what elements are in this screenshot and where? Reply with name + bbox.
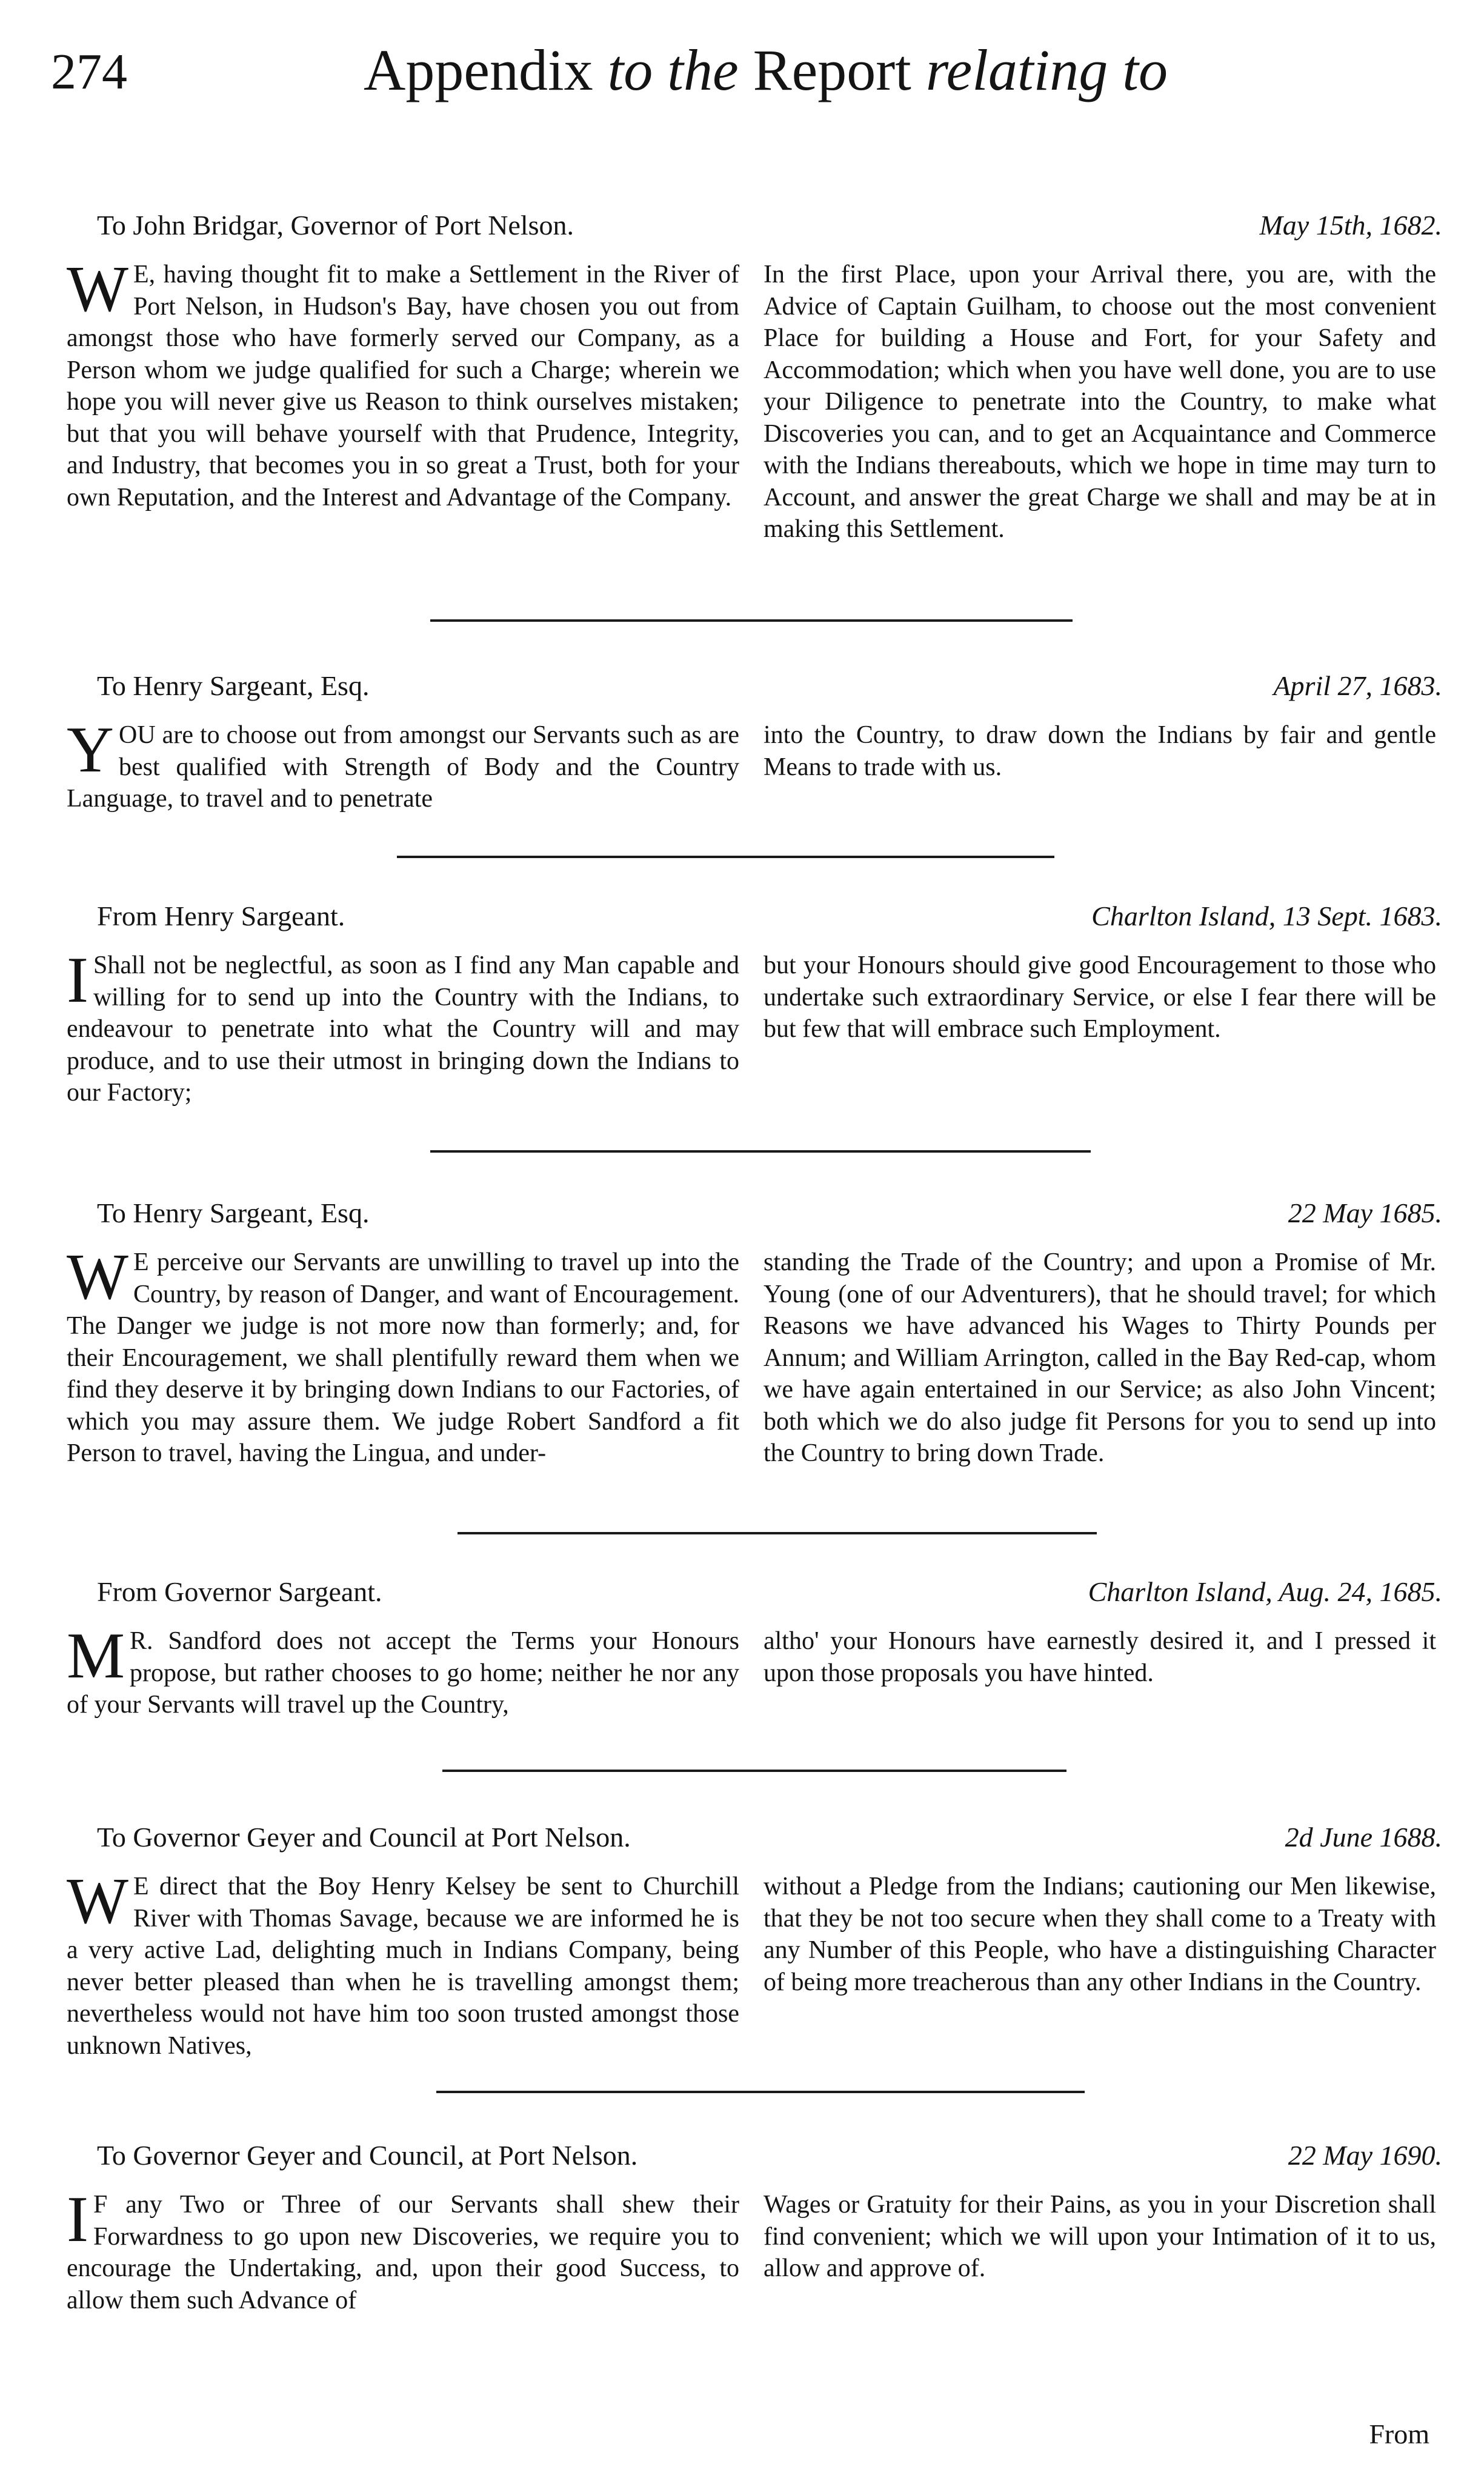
- section-divider: [430, 1150, 1091, 1153]
- letter-4: [67, 1197, 1442, 1467]
- letter-body-right-column: into the Country, to draw down the Indians by fair and gentle Means to trade with us.: [764, 721, 1436, 781]
- letter-body-left-column: [67, 1241, 739, 1470]
- letter-body-left-column: [67, 714, 739, 815]
- letter-body-right-column: but your Honours should give good Encouragement to those who undertake such extraordinary Service, or else I fear there will be but few that will embrace such Employment.: [764, 951, 1436, 1043]
- letter-addressee: To John Bridgar, Governor of Port Nelson.: [97, 210, 574, 241]
- section-divider: [436, 2091, 1085, 2093]
- drop-cap: W: [67, 1241, 128, 1313]
- letter-1: [67, 209, 1442, 543]
- page-number: 274: [51, 44, 127, 100]
- letter-date: 2d June 1688.: [1285, 1822, 1442, 1853]
- drop-cap: W: [67, 1865, 128, 1937]
- letter-body-right-column: Wages or Gratuity for their Pains, as you in your Discretion shall find convenient; which we will upon your Intimation of it to us, allow and approve of.: [764, 2191, 1436, 2282]
- letter-text-left: Shall not be neglectful, as soon as I find any Man capable and willing for to send up into the Country with the Indians, to endeavour to penetrate into what the Country will and may produce, and to use their utmost in bringing down the Indians to our Factory;: [67, 951, 739, 1107]
- letter-date: Charlton Island, 13 Sept. 1683.: [1091, 901, 1442, 931]
- letter-addressee: From Henry Sargeant.: [97, 901, 345, 931]
- letter-body-left-column: [67, 253, 739, 513]
- section-divider: [458, 1532, 1097, 1534]
- letter-body-left-column: [67, 1865, 739, 2062]
- drop-cap: I: [67, 944, 88, 1016]
- letter-text-left: E perceive our Servants are unwilling to travel up into the Country, by reason of Danger, and want of Encouragement. The Danger we judge is not more now than formerly; and, for their Encouragement, we shall plentifully reward them when we find they deserve it by bringing down Indians to our Factories, of which you may assure them. We judge Robert Sandford a fit Person to travel, having the Lingua, and under-: [67, 1248, 739, 1467]
- letter-date: Charlton Island, Aug. 24, 1685.: [1088, 1576, 1442, 1607]
- section-divider: [430, 619, 1073, 622]
- letter-text-left: E direct that the Boy Henry Kelsey be sent to Churchill River with Thomas Savage, because we are informed he is a very active Lad, delighting much in Indians Company, being never better pleased than when he is travelling amongst them; nevertheless would not have him too soon trusted amongst those unknown Natives,: [67, 1873, 739, 2060]
- letter-body-left-column: [67, 1620, 739, 1721]
- letter-date: 22 May 1690.: [1288, 2140, 1442, 2171]
- letter-text-left: F any Two or Three of our Servants shall shew their Forwardness to go upon new Discoveries, we require you to encourage the Undertaking, and, upon their good Success, to allow them such Advance of: [67, 2191, 739, 2314]
- letter-body-right-column: standing the Trade of the Country; and upon a Promise of Mr. Young (one of our Adventurers), that he should travel; for which Reasons we have advanced his Wages to Thirty Pounds per Annum; and William Arrington, called in the Bay Red-cap, whom we have again entertained in our Service; as also John Vincent; both which we do also judge fit Persons for you to send up into the Country to bring down Trade.: [764, 1248, 1436, 1467]
- letter-heading: [67, 2139, 1442, 2182]
- letter-addressee: To Governor Geyer and Council at Port Nelson.: [97, 1822, 631, 1853]
- letter-date: 22 May 1685.: [1288, 1197, 1442, 1228]
- letter-body-left-column: [67, 944, 739, 1109]
- drop-cap: I: [67, 2183, 88, 2256]
- running-head: [364, 36, 1168, 104]
- letter-7: [67, 2139, 1442, 2314]
- letter-heading: [67, 1821, 1442, 1863]
- catchword: From: [1369, 2419, 1429, 2449]
- letter-heading: [67, 1197, 1442, 1239]
- letter-5: [67, 1576, 1442, 1719]
- running-head-to-the: to the: [607, 38, 739, 102]
- letter-body-right-column: In the first Place, upon your Arrival there, you are, with the Advice of Captain Guilham, to choose out the most convenient Place for building a House and Fort, for your Safety and Accommodation; which when you have well done, you are to use your Diligence to penetrate into the Country, to make what Discoveries you can, and to get an Acquaintance and Commerce with the Indians thereabouts, which we hope in time may turn to Account, and answer the great Charge we shall and may be at in making this Settlement.: [764, 261, 1436, 543]
- letter-addressee: To Henry Sargeant, Esq.: [97, 670, 370, 701]
- letter-3: [67, 900, 1442, 1107]
- letter-body-right-column: altho' your Honours have earnestly desired it, and I pressed it upon those proposals you have hinted.: [764, 1627, 1436, 1687]
- letter-body-left-column: [67, 2183, 739, 2316]
- letter-heading: [67, 1576, 1442, 1618]
- section-divider: [442, 1770, 1066, 1772]
- letter-date: May 15th, 1682.: [1259, 210, 1442, 241]
- letter-heading: [67, 900, 1442, 942]
- letter-text-left: R. Sandford does not accept the Terms your Honours propose, but rather chooses to go home; neither he nor any of your Servants will travel up the Country,: [67, 1627, 739, 1719]
- letter-addressee: To Governor Geyer and Council, at Port Nelson.: [97, 2140, 638, 2171]
- letter-text-left: E, having thought fit to make a Settlement in the River of Port Nelson, in Hudson's Bay, have chosen you out from amongst those who have formerly served our Company, as a Person whom we judge qualified for such a Charge; wherein we hope you will never give us Reason to think ourselves mistaken; but that you will behave yourself with that Prudence, Integrity, and Industry, that becomes you in so great a Trust, both for your own Reputation, and the Interest and Advantage of the Company.: [67, 261, 739, 511]
- drop-cap: M: [67, 1620, 125, 1692]
- letter-6: [67, 1821, 1442, 2060]
- running-head-relating-to: relating to: [925, 38, 1168, 102]
- letter-body-right-column: without a Pledge from the Indians; cautioning our Men likewise, that they be not too secure when they shall come to a Treaty with any Number of this People, who have a distinguishing Character of being more treacherous than any other Indians in the Country.: [764, 1873, 1436, 1996]
- letter-heading: [67, 670, 1442, 712]
- letter-addressee: To Henry Sargeant, Esq.: [97, 1197, 370, 1228]
- letter-text-left: OU are to choose out from amongst our Servants such as are best qualified with Strength of Body and the Country Language, to travel and to penetrate: [67, 721, 739, 813]
- letter-date: April 27, 1683.: [1273, 670, 1442, 701]
- running-head-report: Report: [753, 38, 911, 102]
- drop-cap: Y: [67, 714, 114, 786]
- running-head-appendix: Appendix: [364, 38, 593, 102]
- letter-addressee: From Governor Sargeant.: [97, 1576, 382, 1607]
- letter-2: [67, 670, 1442, 813]
- section-divider: [397, 856, 1054, 858]
- drop-cap: W: [67, 253, 128, 325]
- letter-heading: [67, 209, 1442, 251]
